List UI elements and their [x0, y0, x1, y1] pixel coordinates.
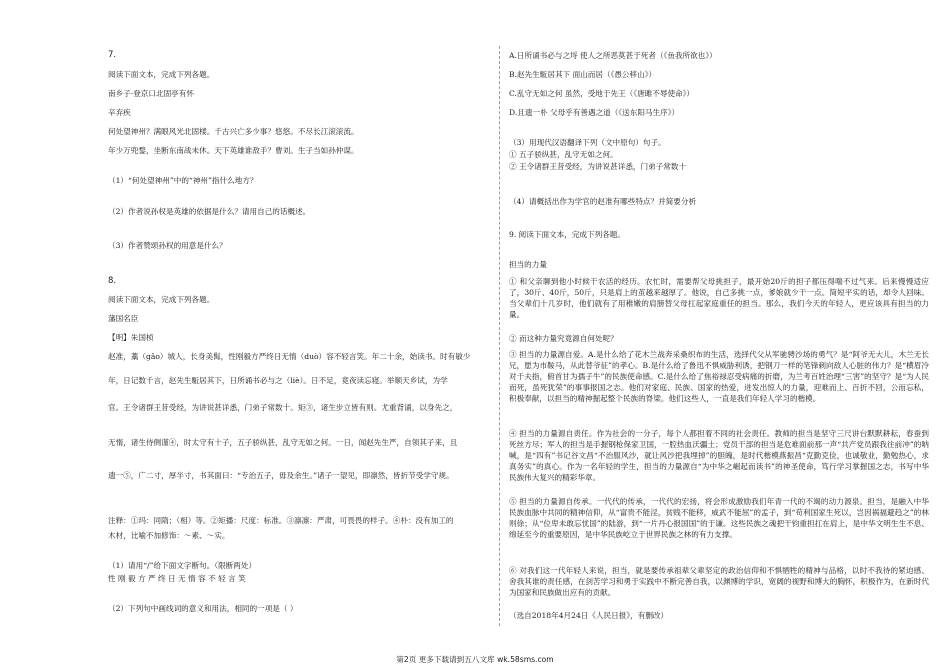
q7-poem-line-2: 年少万兜鍪，坐断东南战未休。天下英雄谁敌手？曹刘。生子当如孙仲谋。: [108, 146, 359, 155]
q8-text-line-5: 遗一⑤，广二寸，厚半寸，书其面曰：“专治五子，毋及余生。”诸子一望见，即凛然，皆折节受学守规。: [108, 471, 454, 480]
q8-author: 【明】朱国桢: [108, 333, 154, 342]
q8-subquestion-4: （4）请概括出作为学官的赵准有哪些特点？并简要分析: [509, 197, 697, 206]
q8-text-line-2: 年，日记数千言，赵先生駈居其下，日所诵书必与之（liè）。日不足，竟夜读忘寝。举顺天乡试，为学: [108, 376, 448, 385]
column-divider: [499, 46, 500, 626]
article-source: （选自2018年4月24日《人民日报》，有删改）: [509, 611, 669, 620]
option-a: A.日所诵书必与之埒 使人之所恶莫甚于死者（《鱼我所欲也》）: [509, 51, 717, 60]
q8-text-line-1: 赵准，藁（gǎo）城人，长身美髯，性刚毅方严终日无惰（duò）容不轻言笑。年二十余，始读书。时有敏少: [108, 352, 471, 361]
article-title: 担当的力量: [509, 260, 547, 269]
q8-subquestion-3-a: ① 五子骄纵甚，乱守无如之何。: [509, 150, 618, 159]
article-paragraph-3: ③ 担当的力量源自爱。A.是什么给了花木兰战奔采桑织布的生活，选择代父从军驰骋沙场的勇气？是“阿爷无大儿，木兰无长兄，愿为市鞍马，从此替爷征”的孝心。B.是什么给了鲁迅不惧威胁利诱，把钢刀一样的笔锋刺向敌人心脏的伟力？是“横眉冷对千夫指，俯首甘为孺子牛”的民族使命感。C.是什么给了焦裕禄忍受病痛的折磨，为兰考百姓治理“三害”的坚守？是“为人民而死，虽死犹荣”的事事报国之志。他们对家庭、民族、国家的热爱，迸发出惊人的力量，迎难而上、百折不回，公而忘私，积极奉献，以担当的精神掘起整个民族的脊梁。他们这些人，一直是我们年轻人学习的楷模。: [509, 350, 929, 403]
q8-subquestion-1-text: 性 刚 毅 方 严 终 日 无 惰 容 不 轻 言 笑: [108, 574, 246, 583]
article-paragraph-2: ② 而这种力量究竟源自何处呢？: [509, 334, 618, 343]
q8-subquestion-1: （1）请用“/”给下面文字断句。（限断两处）: [108, 561, 257, 570]
q8-text-line-4: 无惰，诸生侍侧谨④，时太守有十子，五子骄纵甚，乱守无如之何。一日，闻赵先生严，自领其子来，且: [108, 438, 458, 447]
q7-subquestion-1: （1）“何处望神州”中的“神州”指什么地方？: [108, 176, 258, 185]
page-footer: 第2页 更多下载请到五八文库 wk.58sms.com: [396, 655, 554, 664]
option-d: D.且遗一朴 父母乎有善遇之道（《送东阳马生序》）: [509, 108, 680, 117]
q8-notes-line-2: 木材，比喻不加修饰：～素、～实。: [108, 531, 230, 540]
q7-poem-line-1: 何处望神州？满眼风光北固楼。千古兴亡多少事？悠悠。不尽长江滚滚流。: [108, 127, 359, 136]
article-paragraph-1: ① 和父亲聊到他小时候干农活的经历。农忙时，需要帮父母挑担子，最开始20斤的担子都压得喘不过气来。后来慢慢适应了，30斤、40斤，50斤，只是肩上的茧越来越厚了。他说，自己多挑一点，爹娘就少干一点。简短平实的话，却令人回味。当父辈们十几岁时，他们就有了用稚嫩的肩膀替父母扛起家庭重任的担当。那么，我们今天的年轻人，更应该具有担当的力量。: [509, 277, 929, 319]
q8-intro: 阅读下面文本，完成下列各题。: [108, 295, 215, 304]
question-8-number: 8.: [108, 276, 117, 286]
q8-text-line-3: 官。王令诸群王昔受经，为讲说甚详悉，门弟子常数十。矩③，诸生步立皆有则。尤重背诵，以身先之，: [108, 403, 458, 412]
question-7-number: 7.: [108, 50, 117, 60]
q7-poem-title: 南乡子·登京口北固亭有怀: [108, 89, 194, 98]
q8-title: 藩国名臣: [108, 314, 139, 323]
article-paragraph-5: ⑤ 担当的力量源自传承。一代代的传承，一代代的宏扬，将会形成激励我们年青一代的不竭的动力源泉。担当，是融入中华民族血脉中共同的精神信仰，从“富贵不能淫，贫贱不能移，威武不能屈”的孟子，到“苟利国家生死以，岂因祸福避趋之”的林则徐；从“位卑未敢忘忧国”的陆游，到“一片丹心报国国”的于谦。这些民族之魂把干钧重担扛在肩上，是中华文明生生不息、绵延至今的重要原因，是中华民族屹立于世界民族之林的有力支撑。: [509, 497, 929, 539]
option-c: C.乱守无如之何 虽然，受地于先王（《唐雎不辱使命》）: [509, 89, 695, 98]
q7-subquestion-2: （2）作者说孙权是英雄的依据是什么？请用自己的话概述。: [108, 207, 311, 216]
q8-subquestion-2: （2）下列句中画线词的意义和用法，相同的一项是（ ）: [108, 604, 298, 613]
article-paragraph-6: ⑥ 对我们这一代年轻人来说，担当，就是要传承祖辈父辈坚定的政治信仰和不惧牺牲的精神与品格，以时不我待的紧迫感、舍我其谁的责任感，在剑苦学习和勇于实践中不断完善自我，以渊博的学识，宽阔的视野和博大的胸怀，积极作为，在新时代为国家和民族做出应有的贡献。: [509, 566, 929, 597]
q8-subquestion-3-b: ② 王令诸群王昔受经，为讲说甚详悉，门弟子常数十: [509, 162, 687, 171]
question-9-intro: 9. 阅读下面文本，完成下列各题。: [509, 230, 625, 239]
q8-subquestion-3: （3）用现代汉语翻译下列（文中原句）句子。: [509, 138, 666, 147]
q7-author: 辛弃疾: [108, 108, 131, 117]
q7-subquestion-3: （3）作者赞颂孙权的用意是什么？: [108, 241, 227, 250]
q8-notes-line-1: 注释：①玛：同隋；（相）等。②矩播：尺度：标准。③凛凛：严肃，可畏畏的样子。④朴：没有加工的: [108, 516, 454, 525]
q7-intro: 阅读下面文本，完成下列各题。: [108, 70, 215, 79]
article-paragraph-4: ④ 担当的力量源自责任。作为社会的一分子，每个人都担着不同的社会责任。教师的担当是坚守三尺讲台默默耕耘，春蚕到死丝方尽；军人的担当是手握钢枪保家卫国，一腔热血沃疆土；党员干部的担当是危难面前那一声“共产党员跟我往前冲”的呐喊，是“四有”书记谷文昌“不治服风沙，就让风沙把我埋掉”的胆魄，是时代楷模燕振昌“克勤克俭，也诚敬业，勤勉热心，求真务实”的真心。作为一名年轻的学生，担当的力量源自“为中华之崛起而读书”的神圣使命，笃行学习掌握国之志，书写中华民族伟大复兴的精彩华章。: [509, 429, 929, 482]
option-b: B.赵先生駈居其下 面山而居（《愚公移山》）: [509, 70, 657, 79]
